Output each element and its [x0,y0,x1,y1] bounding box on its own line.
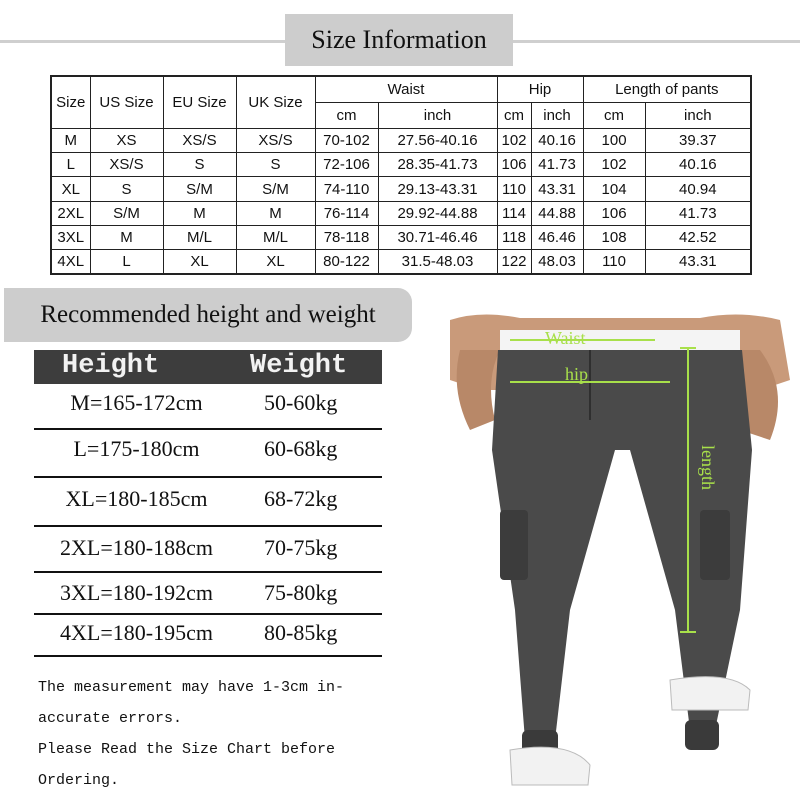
cell-size: 4XL [51,250,90,274]
cell-waist-cm: 70-102 [315,129,378,153]
cell-size: XL [51,177,90,201]
size-table [50,75,752,275]
right-sneaker [670,677,750,710]
height-weight-header [34,350,382,384]
cell-hip-inch: 41.73 [531,153,583,177]
height-value: 4XL=180-195cm [60,620,213,645]
row-divider [34,525,382,527]
height-value: XL=180-185cm [65,486,208,511]
cell-us-size: S/M [90,201,163,225]
cell-size: M [51,129,90,153]
height-value: 2XL=180-188cm [60,535,213,560]
cell-eu-size: S/M [163,177,236,201]
cell-length-inch: 39.37 [645,129,751,153]
cell-us-size: M [90,225,163,249]
row-divider [34,476,382,478]
header-eu-size: EU Size [163,76,236,129]
cargo-pocket [500,510,528,580]
cell-size: L [51,153,90,177]
header-waist-inch: inch [378,102,497,128]
cell-waist-inch: 29.13-43.31 [378,177,497,201]
right-cuff [685,720,719,750]
cell-length-inch: 40.94 [645,177,751,201]
left-sneaker [510,747,590,785]
waist-label: Waist [545,328,586,348]
height-value: 3XL=180-192cm [60,580,213,605]
cell-hip-cm: 118 [497,225,531,249]
size-information-banner: Size Information [285,14,513,66]
weight-header: Weight [250,351,348,381]
cell-us-size: S [90,177,163,201]
model-pants-photo [440,310,800,800]
header-hip: Hip [497,76,583,102]
cell-hip-cm: 122 [497,250,531,274]
row-divider [34,571,382,573]
cell-waist-cm: 74-110 [315,177,378,201]
size-row [51,177,751,201]
cell-hip-cm: 110 [497,177,531,201]
cell-uk-size: S [236,153,315,177]
cell-us-size: XS/S [90,153,163,177]
measurement-note [38,672,378,796]
cell-waist-inch: 28.35-41.73 [378,153,497,177]
cell-length-cm: 100 [583,129,645,153]
cell-waist-cm: 76-114 [315,201,378,225]
cell-waist-inch: 30.71-46.46 [378,225,497,249]
size-row [51,201,751,225]
cell-length-cm: 104 [583,177,645,201]
cell-length-cm: 110 [583,250,645,274]
cell-uk-size: M/L [236,225,315,249]
cell-hip-inch: 48.03 [531,250,583,274]
header-waist: Waist [315,76,497,102]
cell-uk-size: XS/S [236,129,315,153]
cell-length-inch: 42.52 [645,225,751,249]
cell-uk-size: S/M [236,177,315,201]
cell-hip-cm: 114 [497,201,531,225]
recommended-banner: Recommended height and weight [4,288,412,342]
cell-hip-inch: 40.16 [531,129,583,153]
cell-length-inch: 40.16 [645,153,751,177]
header-waist-cm: cm [315,102,378,128]
cell-uk-size: XL [236,250,315,274]
note-line: accurate errors. [38,710,183,727]
header-size: Size [51,76,90,129]
cell-waist-cm: 80-122 [315,250,378,274]
cargo-pocket [700,510,730,580]
header-rule-left [0,40,285,43]
cell-eu-size: S [163,153,236,177]
note-line: The measurement may have 1-3cm in- [38,679,345,696]
cell-length-cm: 102 [583,153,645,177]
size-row [51,225,751,249]
weight-value: 70-75kg [264,535,338,560]
cell-uk-size: M [236,201,315,225]
size-row [51,153,751,177]
header-hip-cm: cm [497,102,531,128]
cell-waist-inch: 31.5-48.03 [378,250,497,274]
cell-size: 3XL [51,225,90,249]
note-line: Ordering. [38,772,120,789]
cell-waist-inch: 27.56-40.16 [378,129,497,153]
cell-eu-size: M/L [163,225,236,249]
header-us-size: US Size [90,76,163,129]
height-value: L=175-180cm [73,436,200,461]
cell-us-size: XS [90,129,163,153]
cell-length-inch: 43.31 [645,250,751,274]
cell-eu-size: XL [163,250,236,274]
size-row [51,250,751,274]
cell-hip-inch: 44.88 [531,201,583,225]
row-divider [34,613,382,615]
header-length: Length of pants [583,76,751,102]
weight-value: 60-68kg [264,436,338,461]
hip-label: hip [565,364,589,384]
header-uk-size: UK Size [236,76,315,129]
row-divider [34,428,382,430]
cell-length-inch: 41.73 [645,201,751,225]
cell-hip-cm: 102 [497,129,531,153]
length-label: length [698,445,718,490]
cell-hip-inch: 46.46 [531,225,583,249]
weight-value: 68-72kg [264,486,338,511]
header-hip-inch: inch [531,102,583,128]
row-divider [34,655,382,657]
height-header: Height [62,351,160,381]
cell-length-cm: 106 [583,201,645,225]
cell-waist-cm: 72-106 [315,153,378,177]
height-value: M=165-172cm [70,390,203,415]
weight-value: 50-60kg [264,390,338,415]
cell-eu-size: M [163,201,236,225]
header-length-inch: inch [645,102,751,128]
cell-waist-inch: 29.92-44.88 [378,201,497,225]
cell-length-cm: 108 [583,225,645,249]
cell-hip-inch: 43.31 [531,177,583,201]
cell-eu-size: XS/S [163,129,236,153]
cell-hip-cm: 106 [497,153,531,177]
header-length-cm: cm [583,102,645,128]
size-row [51,129,751,153]
weight-value: 80-85kg [264,620,338,645]
note-line: Please Read the Size Chart before [38,741,336,758]
cell-us-size: L [90,250,163,274]
header-rule-right [513,40,800,43]
weight-value: 75-80kg [264,580,338,605]
cell-waist-cm: 78-118 [315,225,378,249]
cell-size: 2XL [51,201,90,225]
